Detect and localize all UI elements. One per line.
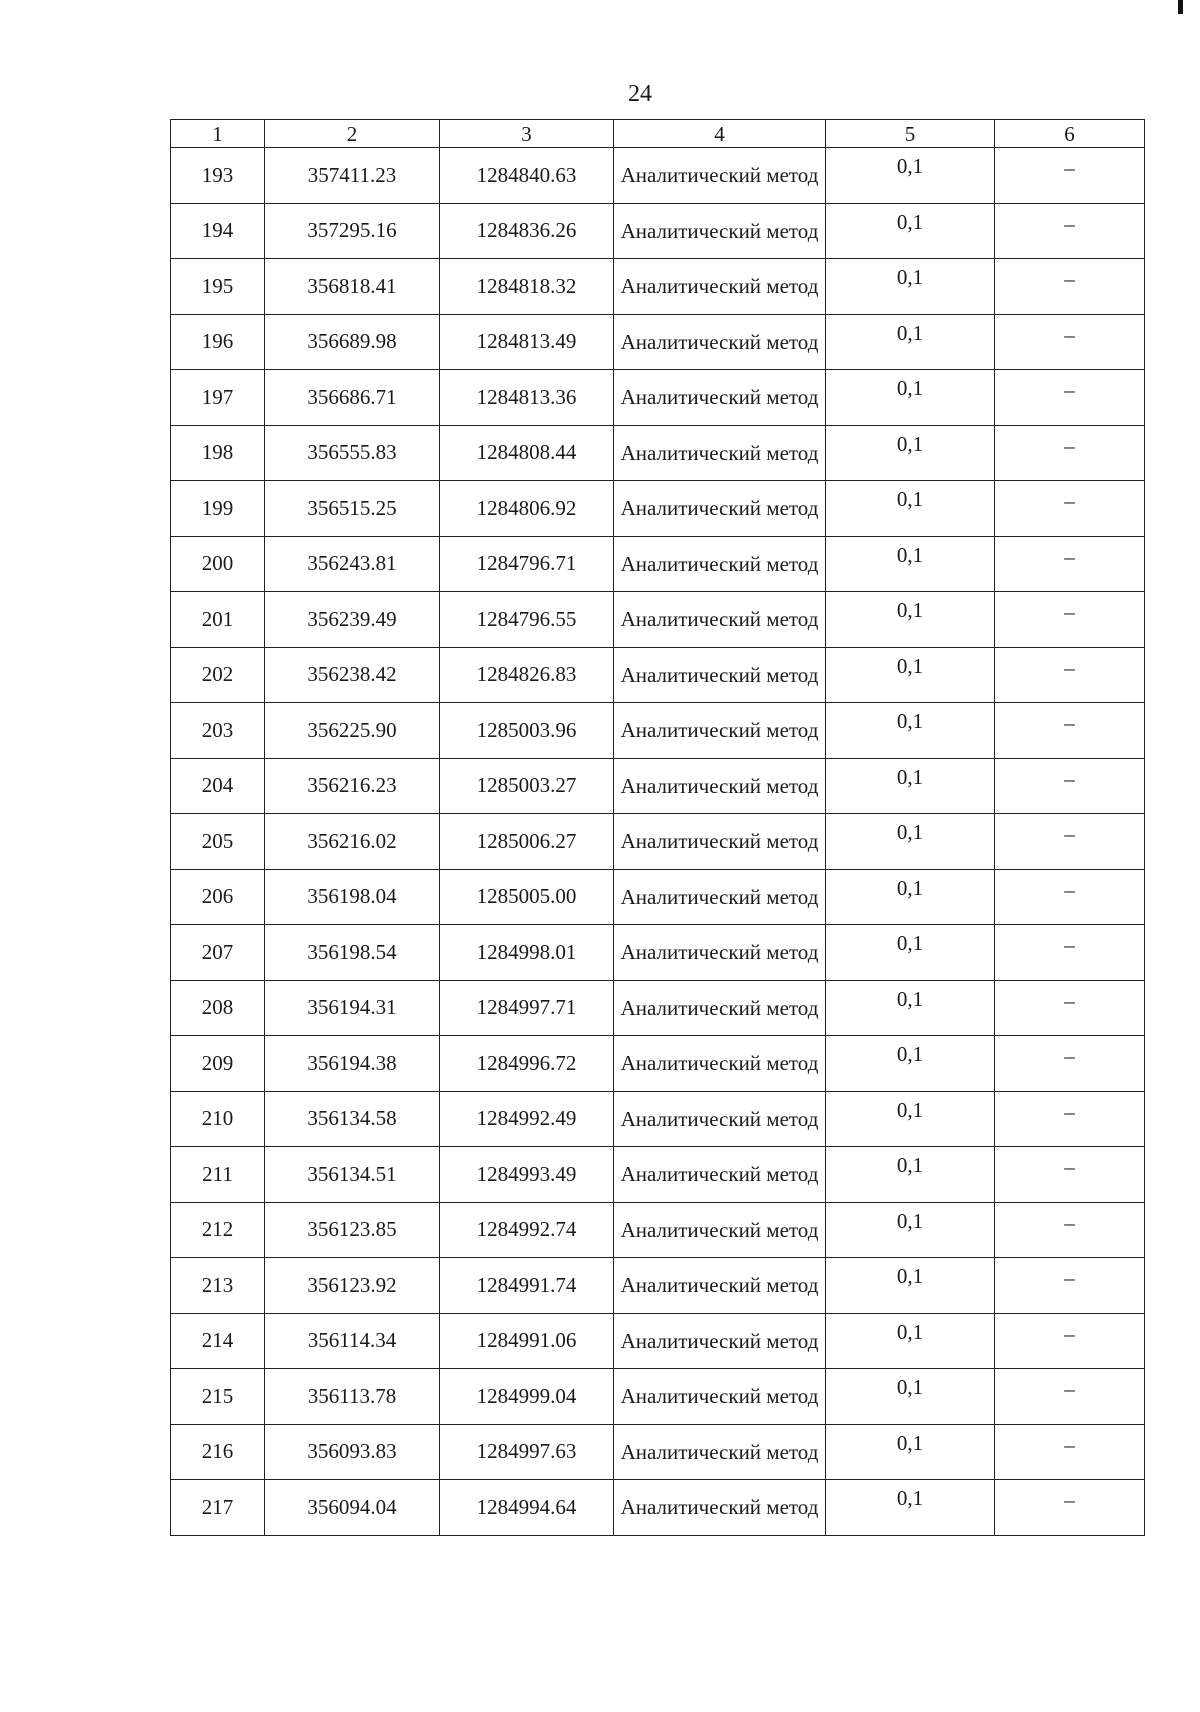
method-cell: Аналитический метод [614,1036,826,1092]
coord-y-cell: 1284999.04 [440,1369,614,1425]
header-col-3: 3 [440,120,614,148]
accuracy-cell: 0,1 [826,758,995,814]
coord-y-cell: 1284997.63 [440,1424,614,1480]
note-cell: – [995,703,1145,759]
coord-y-cell: 1284796.55 [440,592,614,648]
coord-x-cell: 356094.04 [265,1480,440,1536]
note-cell: – [995,647,1145,703]
coord-y-cell: 1285006.27 [440,814,614,870]
corner-scan-mark [1178,0,1183,14]
note-cell: – [995,1424,1145,1480]
coord-y-cell: 1284813.36 [440,370,614,426]
method-cell: Аналитический метод [614,425,826,481]
coord-y-cell: 1284993.49 [440,1147,614,1203]
point-number-cell: 198 [171,425,265,481]
method-cell: Аналитический метод [614,314,826,370]
method-cell: Аналитический метод [614,1313,826,1369]
accuracy-cell: 0,1 [826,425,995,481]
table-row [171,1258,1145,1314]
accuracy-cell: 0,1 [826,314,995,370]
table-row [171,148,1145,204]
accuracy-cell: 0,1 [826,814,995,870]
accuracy-cell: 0,1 [826,148,995,204]
note-cell: – [995,1258,1145,1314]
point-number-cell: 208 [171,980,265,1036]
point-number-cell: 216 [171,1424,265,1480]
table-row [171,1424,1145,1480]
method-cell: Аналитический метод [614,1091,826,1147]
header-col-1: 1 [171,120,265,148]
accuracy-cell: 0,1 [826,869,995,925]
table-row [171,1369,1145,1425]
point-number-cell: 211 [171,1147,265,1203]
method-cell: Аналитический метод [614,703,826,759]
point-number-cell: 200 [171,536,265,592]
coord-x-cell: 356198.04 [265,869,440,925]
method-cell: Аналитический метод [614,203,826,259]
coord-y-cell: 1284806.92 [440,481,614,537]
coord-y-cell: 1284813.49 [440,314,614,370]
table-row [171,592,1145,648]
header-col-2: 2 [265,120,440,148]
note-cell: – [995,1313,1145,1369]
point-number-cell: 201 [171,592,265,648]
coord-x-cell: 356243.81 [265,536,440,592]
method-cell: Аналитический метод [614,758,826,814]
accuracy-cell: 0,1 [826,703,995,759]
point-number-cell: 199 [171,481,265,537]
table-row [171,1480,1145,1536]
note-cell: – [995,259,1145,315]
coordinates-table [170,119,1145,1536]
coord-y-cell: 1285003.96 [440,703,614,759]
accuracy-cell: 0,1 [826,481,995,537]
table-body [171,148,1145,1536]
coord-x-cell: 356123.85 [265,1202,440,1258]
coord-x-cell: 356093.83 [265,1424,440,1480]
accuracy-cell: 0,1 [826,592,995,648]
point-number-cell: 213 [171,1258,265,1314]
coord-x-cell: 356194.38 [265,1036,440,1092]
coord-y-cell: 1284992.49 [440,1091,614,1147]
point-number-cell: 214 [171,1313,265,1369]
coord-x-cell: 356689.98 [265,314,440,370]
table-row [171,647,1145,703]
coord-y-cell: 1285003.27 [440,758,614,814]
point-number-cell: 207 [171,925,265,981]
note-cell: – [995,536,1145,592]
table-row [171,1202,1145,1258]
coord-x-cell: 356114.34 [265,1313,440,1369]
method-cell: Аналитический метод [614,536,826,592]
note-cell: – [995,592,1145,648]
accuracy-cell: 0,1 [826,1424,995,1480]
coord-x-cell: 356686.71 [265,370,440,426]
note-cell: – [995,425,1145,481]
page-number: 24 [628,81,652,107]
method-cell: Аналитический метод [614,481,826,537]
table-row [171,1091,1145,1147]
coord-x-cell: 357295.16 [265,203,440,259]
note-cell: – [995,814,1145,870]
table-row [171,1147,1145,1203]
coord-y-cell: 1284998.01 [440,925,614,981]
table-row [171,481,1145,537]
table-row [171,814,1145,870]
coord-y-cell: 1284996.72 [440,1036,614,1092]
note-cell: – [995,1036,1145,1092]
method-cell: Аналитический метод [614,148,826,204]
method-cell: Аналитический метод [614,1147,826,1203]
note-cell: – [995,148,1145,204]
accuracy-cell: 0,1 [826,980,995,1036]
coord-x-cell: 356555.83 [265,425,440,481]
point-number-cell: 205 [171,814,265,870]
method-cell: Аналитический метод [614,925,826,981]
method-cell: Аналитический метод [614,1258,826,1314]
note-cell: – [995,370,1145,426]
table-row [171,1036,1145,1092]
note-cell: – [995,203,1145,259]
table-row [171,425,1145,481]
accuracy-cell: 0,1 [826,1036,995,1092]
coord-x-cell: 356216.02 [265,814,440,870]
note-cell: – [995,758,1145,814]
point-number-cell: 195 [171,259,265,315]
point-number-cell: 206 [171,869,265,925]
note-cell: – [995,1369,1145,1425]
point-number-cell: 196 [171,314,265,370]
table-row [171,869,1145,925]
coord-y-cell: 1284796.71 [440,536,614,592]
coord-y-cell: 1284808.44 [440,425,614,481]
accuracy-cell: 0,1 [826,647,995,703]
header-col-4: 4 [614,120,826,148]
note-cell: – [995,314,1145,370]
coord-y-cell: 1284826.83 [440,647,614,703]
header-col-6: 6 [995,120,1145,148]
table-row [171,980,1145,1036]
method-cell: Аналитический метод [614,370,826,426]
table-row [171,259,1145,315]
table-row [171,314,1145,370]
point-number-cell: 194 [171,203,265,259]
point-number-cell: 210 [171,1091,265,1147]
method-cell: Аналитический метод [614,592,826,648]
coord-y-cell: 1284992.74 [440,1202,614,1258]
coord-x-cell: 356134.58 [265,1091,440,1147]
note-cell: – [995,925,1145,981]
table-row [171,703,1145,759]
accuracy-cell: 0,1 [826,1147,995,1203]
method-cell: Аналитический метод [614,1202,826,1258]
method-cell: Аналитический метод [614,259,826,315]
table-row [171,203,1145,259]
point-number-cell: 193 [171,148,265,204]
accuracy-cell: 0,1 [826,1202,995,1258]
note-cell: – [995,1202,1145,1258]
point-number-cell: 209 [171,1036,265,1092]
coord-x-cell: 356134.51 [265,1147,440,1203]
table-row [171,370,1145,426]
header-col-5: 5 [826,120,995,148]
accuracy-cell: 0,1 [826,925,995,981]
accuracy-cell: 0,1 [826,1480,995,1536]
point-number-cell: 203 [171,703,265,759]
coord-x-cell: 356123.92 [265,1258,440,1314]
table-row [171,925,1145,981]
coord-y-cell: 1285005.00 [440,869,614,925]
note-cell: – [995,1147,1145,1203]
point-number-cell: 202 [171,647,265,703]
point-number-cell: 215 [171,1369,265,1425]
accuracy-cell: 0,1 [826,370,995,426]
table-header [171,120,1145,148]
coord-x-cell: 356515.25 [265,481,440,537]
method-cell: Аналитический метод [614,647,826,703]
coord-x-cell: 356198.54 [265,925,440,981]
coord-x-cell: 356238.42 [265,647,440,703]
coord-x-cell: 356113.78 [265,1369,440,1425]
method-cell: Аналитический метод [614,1369,826,1425]
point-number-cell: 217 [171,1480,265,1536]
point-number-cell: 204 [171,758,265,814]
note-cell: – [995,1091,1145,1147]
coord-x-cell: 356818.41 [265,259,440,315]
method-cell: Аналитический метод [614,980,826,1036]
coord-y-cell: 1284836.26 [440,203,614,259]
accuracy-cell: 0,1 [826,536,995,592]
note-cell: – [995,481,1145,537]
method-cell: Аналитический метод [614,869,826,925]
table-row [171,758,1145,814]
coord-x-cell: 357411.23 [265,148,440,204]
coord-x-cell: 356216.23 [265,758,440,814]
accuracy-cell: 0,1 [826,203,995,259]
coord-y-cell: 1284991.74 [440,1258,614,1314]
coord-y-cell: 1284818.32 [440,259,614,315]
coord-y-cell: 1284994.64 [440,1480,614,1536]
accuracy-cell: 0,1 [826,1369,995,1425]
accuracy-cell: 0,1 [826,1091,995,1147]
note-cell: – [995,1480,1145,1536]
note-cell: – [995,869,1145,925]
method-cell: Аналитический метод [614,814,826,870]
method-cell: Аналитический метод [614,1424,826,1480]
table-row [171,536,1145,592]
table-row [171,1313,1145,1369]
coord-y-cell: 1284991.06 [440,1313,614,1369]
accuracy-cell: 0,1 [826,1258,995,1314]
accuracy-cell: 0,1 [826,259,995,315]
point-number-cell: 197 [171,370,265,426]
coord-x-cell: 356194.31 [265,980,440,1036]
coord-x-cell: 356225.90 [265,703,440,759]
point-number-cell: 212 [171,1202,265,1258]
accuracy-cell: 0,1 [826,1313,995,1369]
coord-y-cell: 1284997.71 [440,980,614,1036]
coord-y-cell: 1284840.63 [440,148,614,204]
note-cell: – [995,980,1145,1036]
coord-x-cell: 356239.49 [265,592,440,648]
header-row [171,120,1145,148]
method-cell: Аналитический метод [614,1480,826,1536]
